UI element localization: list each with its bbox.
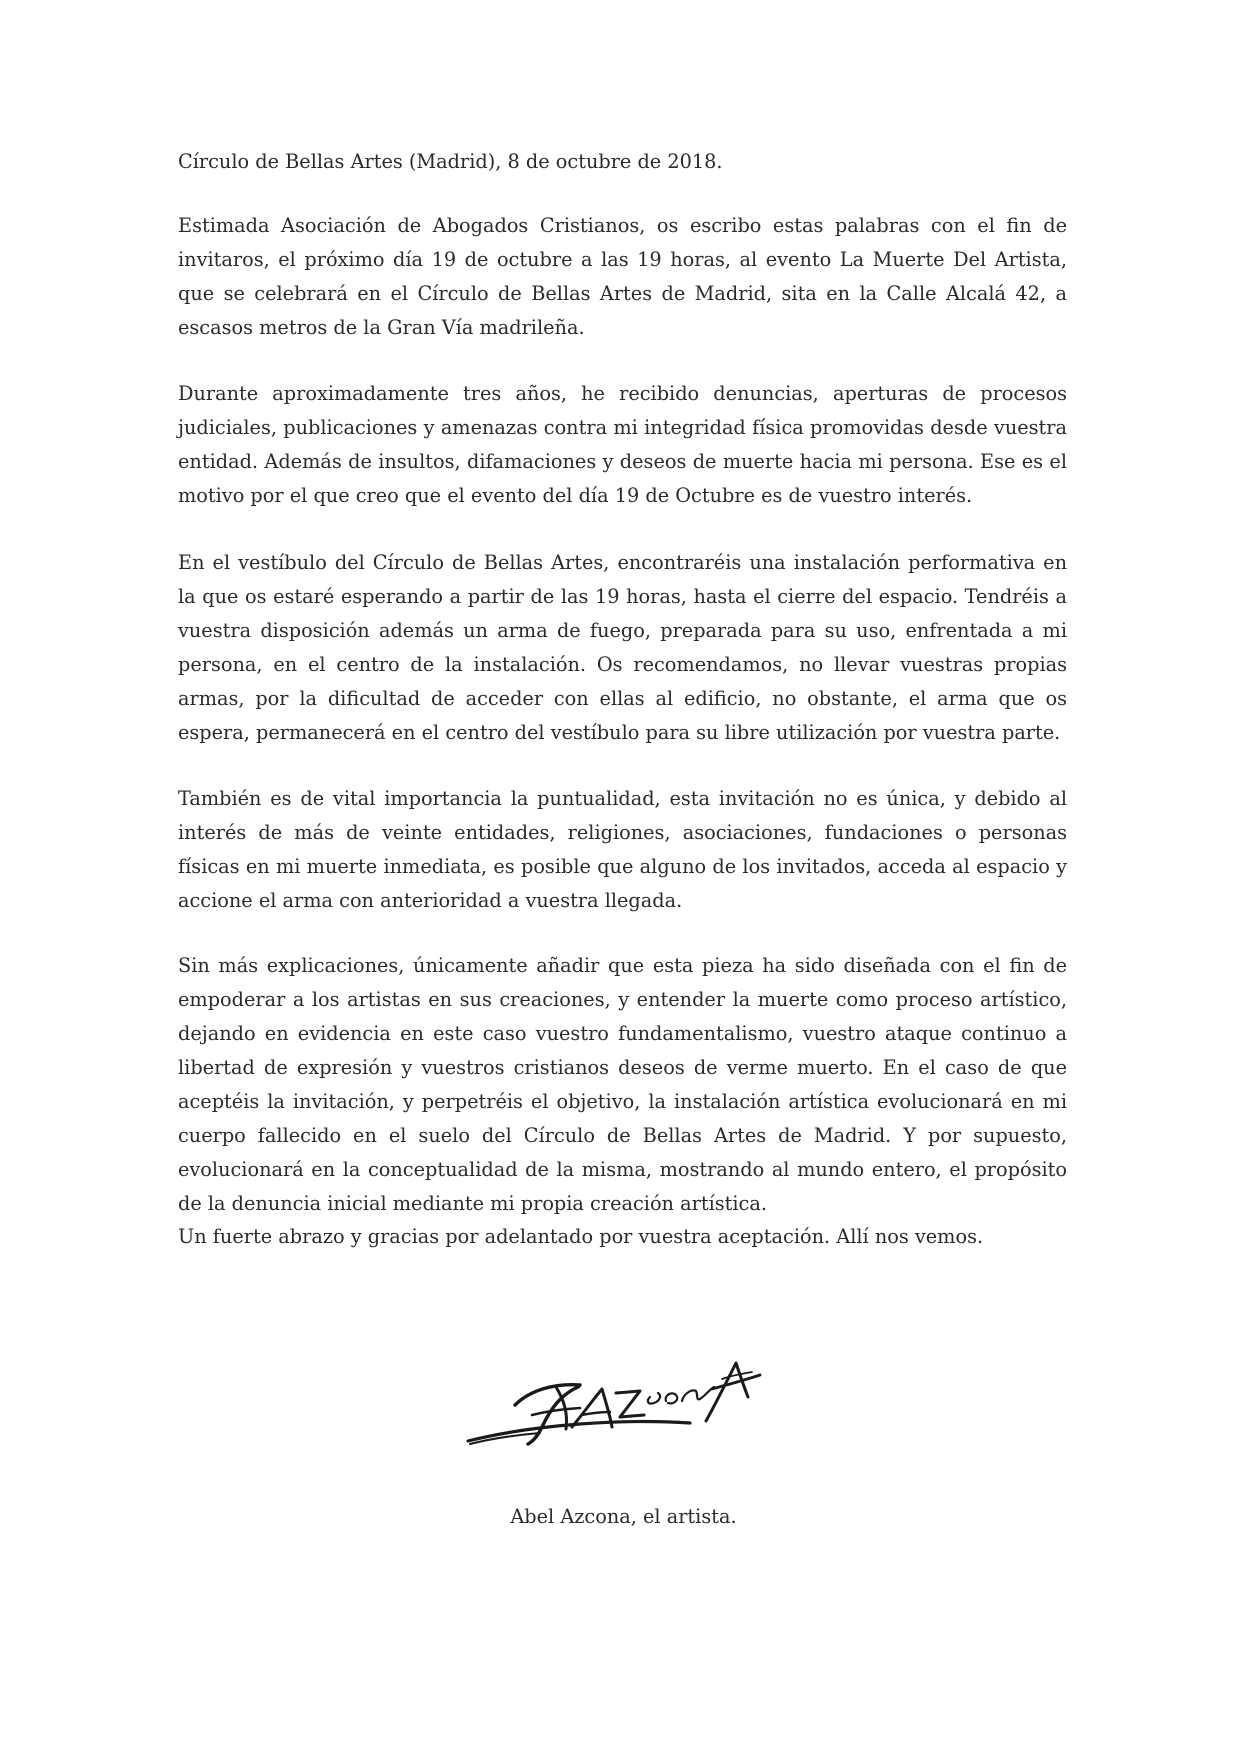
signer-name: Abel Azcona, el artista. bbox=[510, 1505, 737, 1528]
paragraph-explanation: Sin más explicaciones, únicamente añadir que esta pieza ha sido diseñada con el fin de empoderar a los artistas en sus creaciones, y entender la muerte como proceso artístico, dejando en evidencia en este caso vuestro fundamentalismo, vuestro ataque continuo a libertad de expresión y vuestros cristianos deseos de verme muerto. En el caso de que aceptéis la invitación, y perpetréis el objetivo, la instalación artística evolucionará en mi cuerpo fallecido en el suelo del Círculo de Bellas Artes de Madrid. Y por supuesto, evolucionará en la conceptualidad de la misma, mostrando al mundo entero, el propósito de la denuncia inicial mediante mi propia creación artística. bbox=[178, 954, 1067, 1215]
paragraph-punctuality: También es de vital importancia la puntualidad, esta invitación no es única, y debido al interés de más de veinte entidades, religiones, asociaciones, fundaciones o personas físicas en mi muerte inmediata, es posible que alguno de los invitados, acceda al espacio y accione el arma con anterioridad a vuestra llegada. bbox=[178, 787, 1067, 912]
signature-drawing bbox=[460, 1345, 770, 1470]
paragraph-background: Durante aproximadamente tres años, he recibido denuncias, aperturas de procesos judiciales, publicaciones y amenazas contra mi integridad física promovidas desde vuestra entidad. Además de insultos, difamaciones y deseos de muerte hacia mi persona. Ese es el motivo por el que creo que el evento del día 19 de Octubre es de vuestro interés. bbox=[178, 382, 1067, 507]
date-line: Círculo de Bellas Artes (Madrid), 8 de octubre de 2018. bbox=[178, 150, 723, 173]
paragraph-installation: En el vestíbulo del Círculo de Bellas Artes, encontraréis una instalación performativa en la que os estaré esperando a partir de las 19 horas, hasta el cierre del espacio. Tendréis a vuestra disposición además un arma de fuego, preparada para su uso, enfrentada a mi persona, en el centro de la instalación. Os recomendamos, no llevar vuestras propias armas, por la dificultad de acceder con ellas al edificio, no obstante, el arma que os espera, permanecerá en el centro del vestíbulo para su libre utilización por vuestra parte. bbox=[178, 551, 1067, 744]
paragraph-invitation: Estimada Asociación de Abogados Cristianos, os escribo estas palabras con el fin de invitaros, el próximo día 19 de octubre a las 19 horas, al evento La Muerte Del Artista, que se celebrará en el Círculo de Bellas Artes de Madrid, sita en la Calle Alcalá 42, a escasos metros de la Gran Vía madrileña. bbox=[178, 214, 1067, 339]
paragraph-closing: Un fuerte abrazo y gracias por adelantado por vuestra aceptación. Allí nos vemos. bbox=[178, 1225, 984, 1248]
handwritten-signature bbox=[460, 1345, 770, 1470]
